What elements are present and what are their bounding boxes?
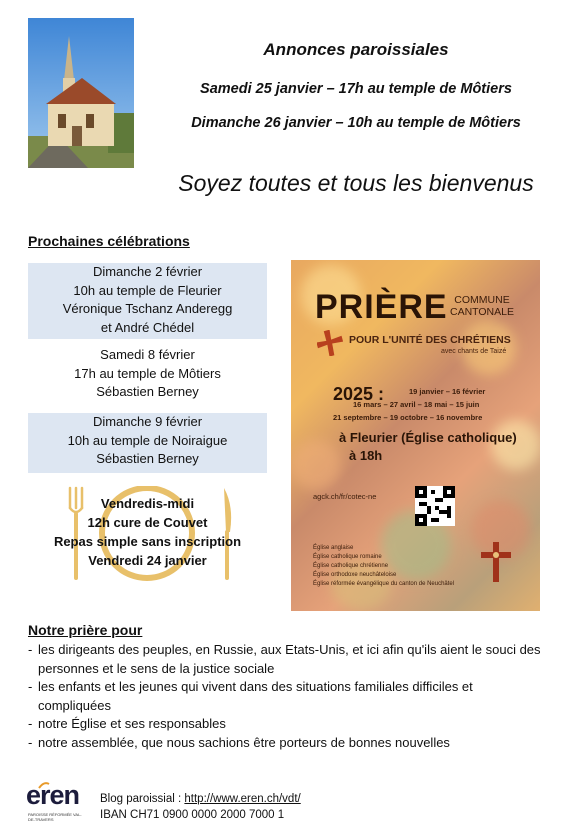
poster-dates: 19 janvier – 16 février: [409, 387, 486, 396]
announcements-title: Annonces paroissiales: [263, 40, 449, 59]
poster-pour: POUR L'UNITÉ DES CHRÉTIENS: [349, 334, 511, 346]
poster-dates: 16 mars – 27 avril – 18 mai – 15 juin: [353, 400, 480, 409]
poster-taize: avec chants de Taizé: [441, 348, 507, 355]
friday-lunch-info: [28, 494, 267, 570]
poster-commune: COMMUNE: [454, 294, 510, 306]
crucifix-icon: [479, 542, 513, 587]
lunch-line: 12h cure de Couvet: [87, 515, 208, 530]
celebration-line: Sébastien Berney: [96, 384, 199, 399]
blog-line: [100, 793, 301, 805]
prayer-poster: [291, 260, 540, 611]
poster-church: Église catholique chrétienne: [313, 563, 389, 569]
cross-icon: [317, 330, 343, 361]
prayer-list: [28, 641, 548, 752]
poster-year: 2025 :: [333, 384, 385, 404]
list-item: - notre Église et ses responsables: [28, 715, 548, 734]
celebration-line: 10h au temple de Noiraigue: [67, 432, 228, 448]
lunch-line: Vendredis-midi: [100, 496, 195, 511]
lunch-line: Repas simple sans inscription: [53, 534, 242, 549]
poster-cantonale: CANTONALE: [450, 306, 514, 318]
celebration-line: Sébastien Berney: [96, 451, 199, 466]
celebration-line: 10h au temple de Fleurier: [73, 282, 222, 298]
list-item: - notre assemblée, que nous sachions être porteurs de bonnes nouvelles: [28, 734, 548, 753]
blog-link[interactable]: http://www.eren.ch/vdt/: [184, 793, 301, 805]
celebration-line: et André Chédel: [100, 319, 195, 335]
poster-url: agck.ch/fr/cotec-ne: [313, 492, 377, 501]
iban: IBAN CH71 0900 0000 2000 7000 1: [100, 809, 285, 821]
celebration-item: [28, 263, 267, 339]
qr-code: [415, 486, 455, 526]
church-photo: [28, 18, 134, 168]
poster-time: à 18h: [349, 448, 383, 463]
eren-logo: eren: [26, 780, 80, 810]
celebration-line: Samedi 8 février: [100, 347, 195, 362]
list-item: - les enfants et les jeunes qui vivent dans des situations familiales difficiles et compliquées: [28, 678, 548, 715]
logo-subtitle: PAROISSE RÉFORMÉE VAL-DE-TRAVERS: [28, 812, 82, 822]
celebration-item: [28, 346, 267, 404]
welcome-message: Soyez toutes et tous les bienvenus: [178, 170, 534, 196]
poster-place: à Fleurier (Église catholique): [339, 430, 517, 445]
poster-dates: 21 septembre – 19 octobre – 16 novembre: [333, 413, 483, 422]
service-line-2: Dimanche 26 janvier – 10h au temple de Môtiers: [191, 115, 521, 131]
celebration-line: 17h au temple de Môtiers: [74, 365, 221, 381]
poster-title: PRIÈRE: [315, 288, 448, 326]
prayer-title: Notre prière pour: [28, 622, 143, 638]
poster-church: Église anglaise: [313, 545, 354, 551]
poster-subtitle: [447, 294, 517, 318]
poster-church: Église orthodoxe neuchâteloise: [313, 572, 397, 578]
lunch-line: Vendredi 24 janvier: [88, 553, 207, 568]
blog-label: Blog paroissial :: [100, 793, 182, 805]
celebration-item: [28, 413, 267, 473]
service-line-1: Samedi 25 janvier – 17h au temple de Môtiers: [200, 81, 512, 97]
celebration-line: Véronique Tschanz Anderegg: [62, 301, 233, 316]
list-item: - les dirigeants des peuples, en Russie, aux Etats-Unis, et ici afin qu'ils aient le souci des personnes et le sens de la justice sociale: [28, 641, 548, 678]
celebration-line: Dimanche 9 février: [92, 414, 203, 429]
poster-church: Église catholique romaine: [313, 554, 382, 560]
poster-churches-list: [313, 544, 454, 589]
celebration-line: Dimanche 2 février: [92, 264, 203, 279]
poster-church: Église réformée évangélique du canton de Neuchâtel: [313, 581, 455, 587]
celebrations-title: Prochaines célébrations: [28, 233, 190, 249]
